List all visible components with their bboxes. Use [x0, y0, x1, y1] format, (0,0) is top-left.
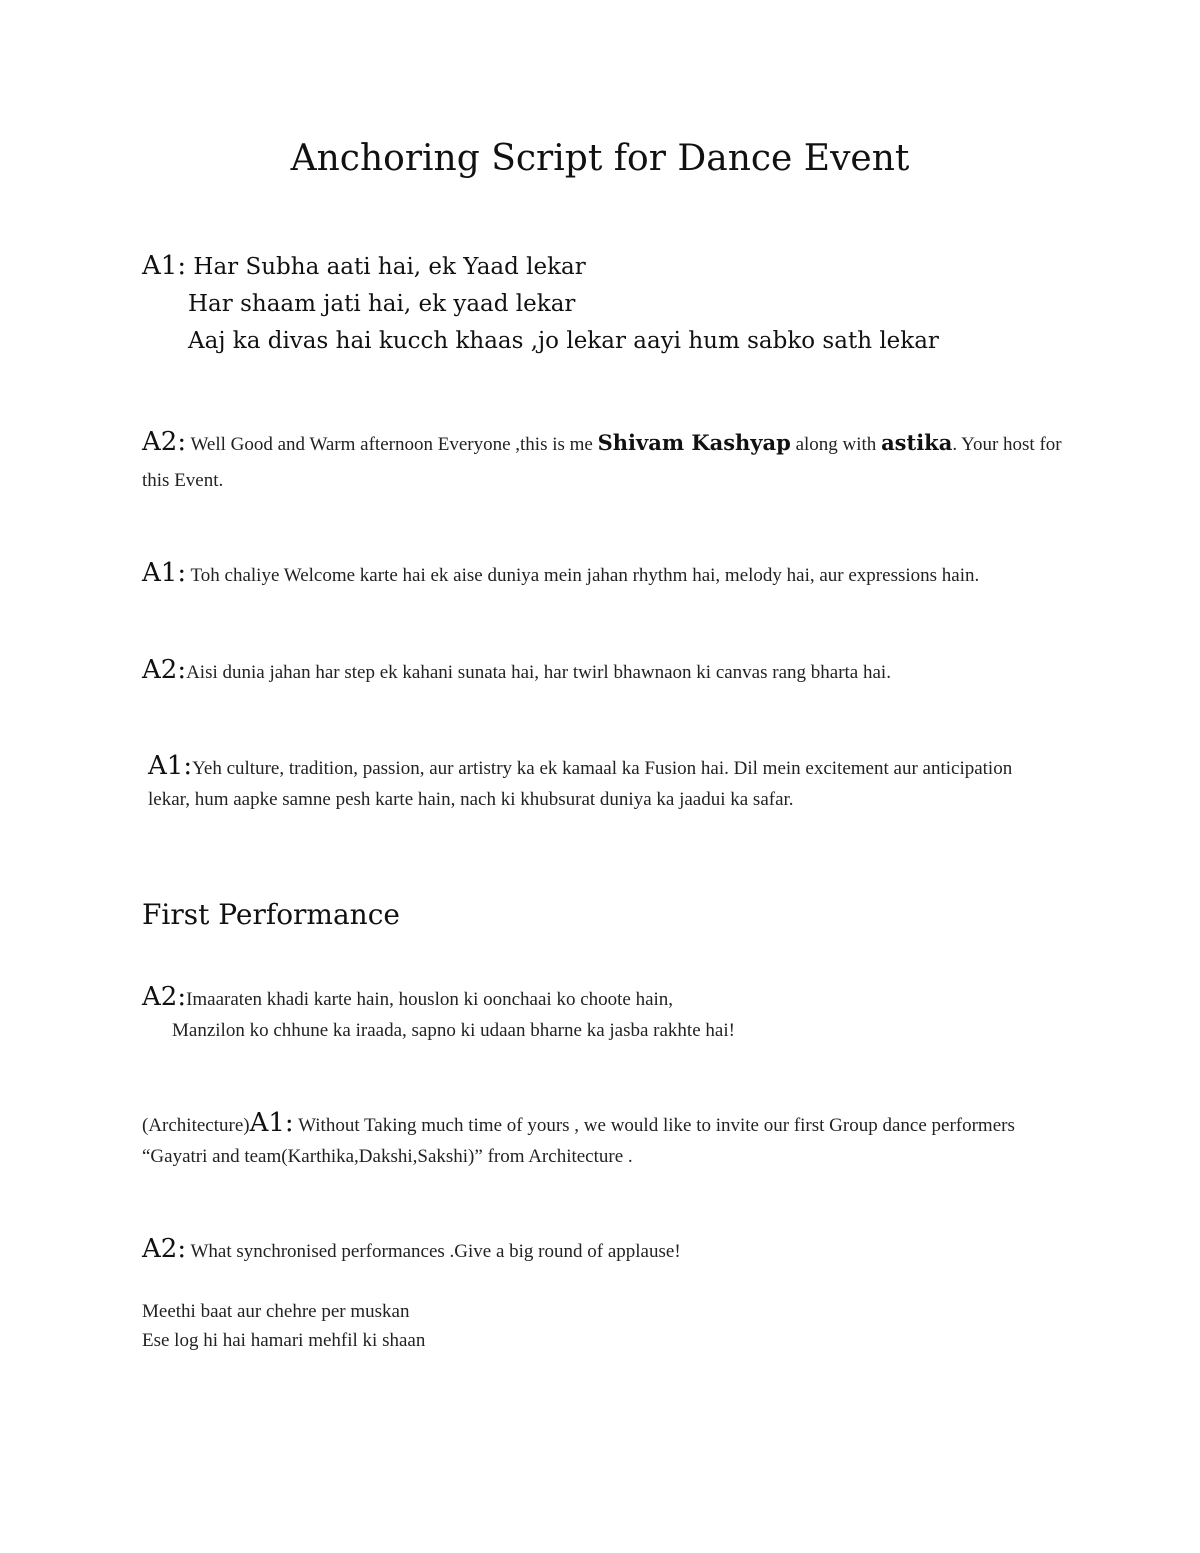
paragraph-line-2: Manzilon ko chhune ka iraada, sapno ki udaan bharne ka jasba rakhte hai! — [172, 1020, 735, 1041]
speaker-label: A1: — [142, 251, 187, 281]
speaker-label: A2: — [142, 982, 187, 1012]
paragraph-text: What synchronised performances .Give a big round of applause! — [190, 1241, 681, 1262]
speaker-label: A1: — [249, 1108, 294, 1138]
host-name-1: Shivam Kashyap — [597, 430, 791, 455]
closing-line-1: Meethi baat aur chehre per muskan — [142, 1301, 410, 1322]
paragraph-text: Imaaraten khadi karte hain, houslon ki oonchaai ko choote hain, — [186, 989, 674, 1010]
paragraph-text: Without Taking much time of yours , we would like to invite our first Group dance performers “Gayatri and team(Karthika,Dakshi,Sakshi)” from Architecture . — [142, 1115, 1015, 1167]
paragraph-line-1 — [142, 982, 1062, 1015]
paragraph-text: Yeh culture, tradition, passion, aur artistry ka ek kamaal ka Fusion hai. Dil mein excitement aur anticipation lekar, hum aapke samne pesh karte hain, nach ki khubsurat duniya ka jaadui ka safar. — [148, 758, 1013, 810]
closing-line-2: Ese log hi hai hamari mehfil ki shaan — [142, 1330, 426, 1351]
poem-text: Har Subha aati hai, ek Yaad lekar — [193, 254, 586, 280]
speaker-label: A2: — [142, 427, 187, 457]
welcome-text-2: along with — [795, 434, 877, 455]
paragraph-a1-invite — [142, 1108, 1062, 1172]
document-title: Anchoring Script for Dance Event — [290, 138, 910, 179]
paragraph-text: Aisi dunia jahan har step ek kahani sunata hai, har twirl bhawnaon ki canvas rang bharta hai. — [186, 662, 891, 683]
speaker-label: A2: — [142, 1234, 187, 1264]
welcome-paragraph — [142, 424, 1062, 499]
intro-poem-line-1 — [142, 248, 1062, 286]
paragraph-a2-dunia — [142, 655, 1062, 688]
department-prefix: (Architecture) — [142, 1115, 250, 1136]
paragraph-a1-culture — [148, 751, 1058, 815]
speaker-label: A2: — [142, 655, 187, 685]
speaker-label: A1: — [142, 558, 187, 588]
host-name-2: astika — [881, 430, 953, 455]
paragraph-a2-imaaraten — [142, 982, 1062, 1046]
welcome-text-1: Well Good and Warm afternoon Everyone ,this is me — [190, 434, 593, 455]
paragraph-text: Toh chaliye Welcome karte hai ek aise duniya mein jahan rhythm hai, melody hai, aur expressions hain. — [190, 565, 980, 586]
intro-poem-line-2: Har shaam jati hai, ek yaad lekar — [188, 291, 576, 317]
paragraph-a1-welcome — [142, 558, 1062, 591]
speaker-label: A1: — [148, 751, 193, 781]
welcome-text-3: . Your host for this Event. — [142, 434, 1062, 491]
paragraph-a2-applause — [142, 1234, 1062, 1267]
intro-poem — [142, 248, 1062, 360]
intro-poem-line-3: Aaj ka divas hai kucch khaas ,jo lekar aayi hum sabko sath lekar — [188, 328, 939, 354]
closing-couplet — [142, 1297, 1062, 1355]
section-heading: First Performance — [142, 898, 400, 931]
